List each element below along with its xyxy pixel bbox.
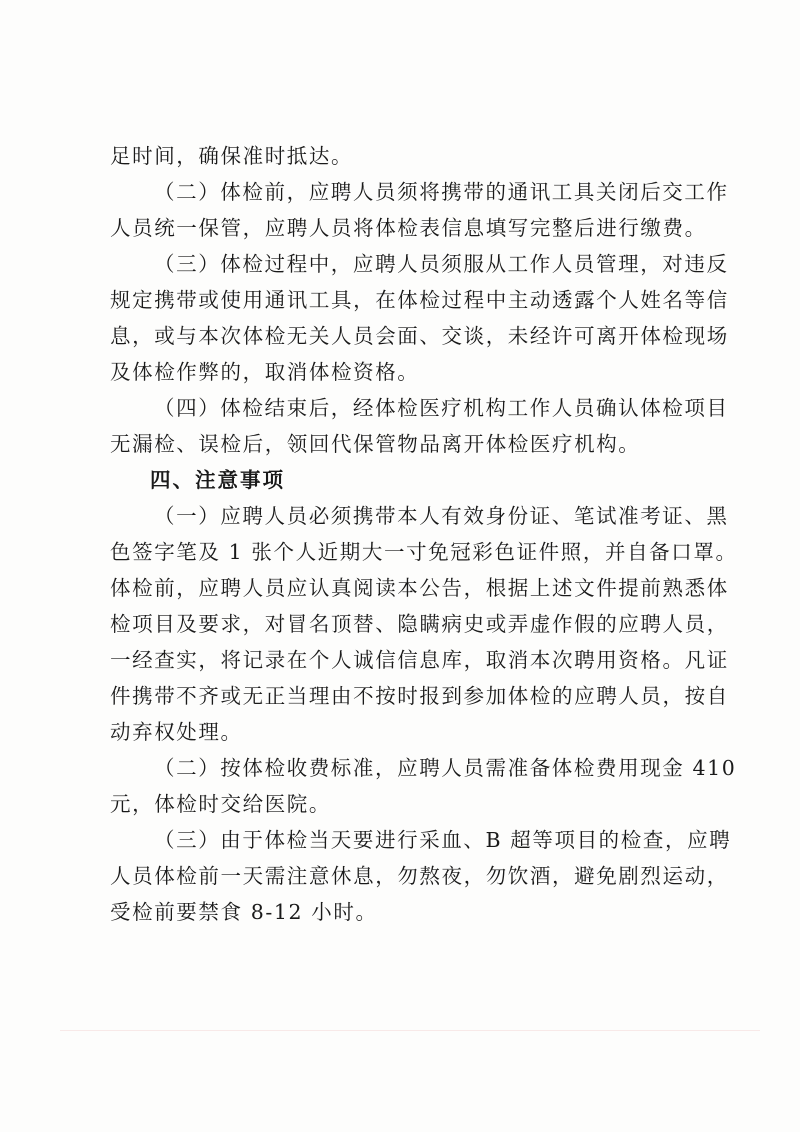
paragraph-start-line: （四）体检结束后，经体检医疗机构工作人员确认体检项目 [154,396,729,420]
paragraph-start-line: （三）体检过程中，应聘人员须服从工作人员管理，对违反 [154,252,729,276]
body-line: 体检前，应聘人员应认真阅读本公告，根据上述文件提前熟悉体 [110,576,729,600]
scan-artifact-line [60,1030,760,1031]
body-line: 规定携带或使用通讯工具，在体检过程中主动透露个人姓名等信 [110,288,729,312]
paragraph-start-line: （三）由于体检当天要进行采血、B 超等项目的检查，应聘 [154,828,732,852]
body-line: 件携带不齐或无正当理由不按时报到参加体检的应聘人员，按自 [110,684,729,708]
document-body [110,138,738,930]
body-line: 检项目及要求，对冒名顶替、隐瞒病史或弄虚作假的应聘人员， [110,612,729,636]
body-line: 色签字笔及 1 张个人近期大一寸免冠彩色证件照，并自备口罩。 [110,540,738,564]
paragraph-start-line: （一）应聘人员必须携带本人有效身份证、笔试准考证、黑 [154,504,729,528]
section-heading: 四、注意事项 [150,468,285,492]
body-line: 息，或与本次体检无关人员会面、交谈，未经许可离开体检现场 [110,324,729,348]
body-line: 人员体检前一天需注意休息，勿熬夜，勿饮酒，避免剧烈运动， [110,864,729,888]
body-line: 人员统一保管，应聘人员将体检表信息填写完整后进行缴费。 [110,216,707,240]
body-line: 足时间，确保准时抵达。 [110,144,354,168]
body-line: 无漏检、误检后，领回代保管物品离开体检医疗机构。 [110,432,641,456]
body-line: 受检前要禁食 8-12 小时。 [110,900,378,924]
body-line: 一经查实，将记录在个人诚信信息库，取消本次聘用资格。凡证 [110,648,729,672]
paragraph-start-line: （二）按体检收费标准，应聘人员需准备体检费用现金 410 [154,756,737,780]
body-line: 元，体检时交给医院。 [110,792,331,816]
paragraph-start-line: （二）体检前，应聘人员须将携带的通讯工具关闭后交工作 [154,180,729,204]
body-line: 及体检作弊的，取消体检资格。 [110,360,420,384]
body-line: 动弃权处理。 [110,720,243,744]
